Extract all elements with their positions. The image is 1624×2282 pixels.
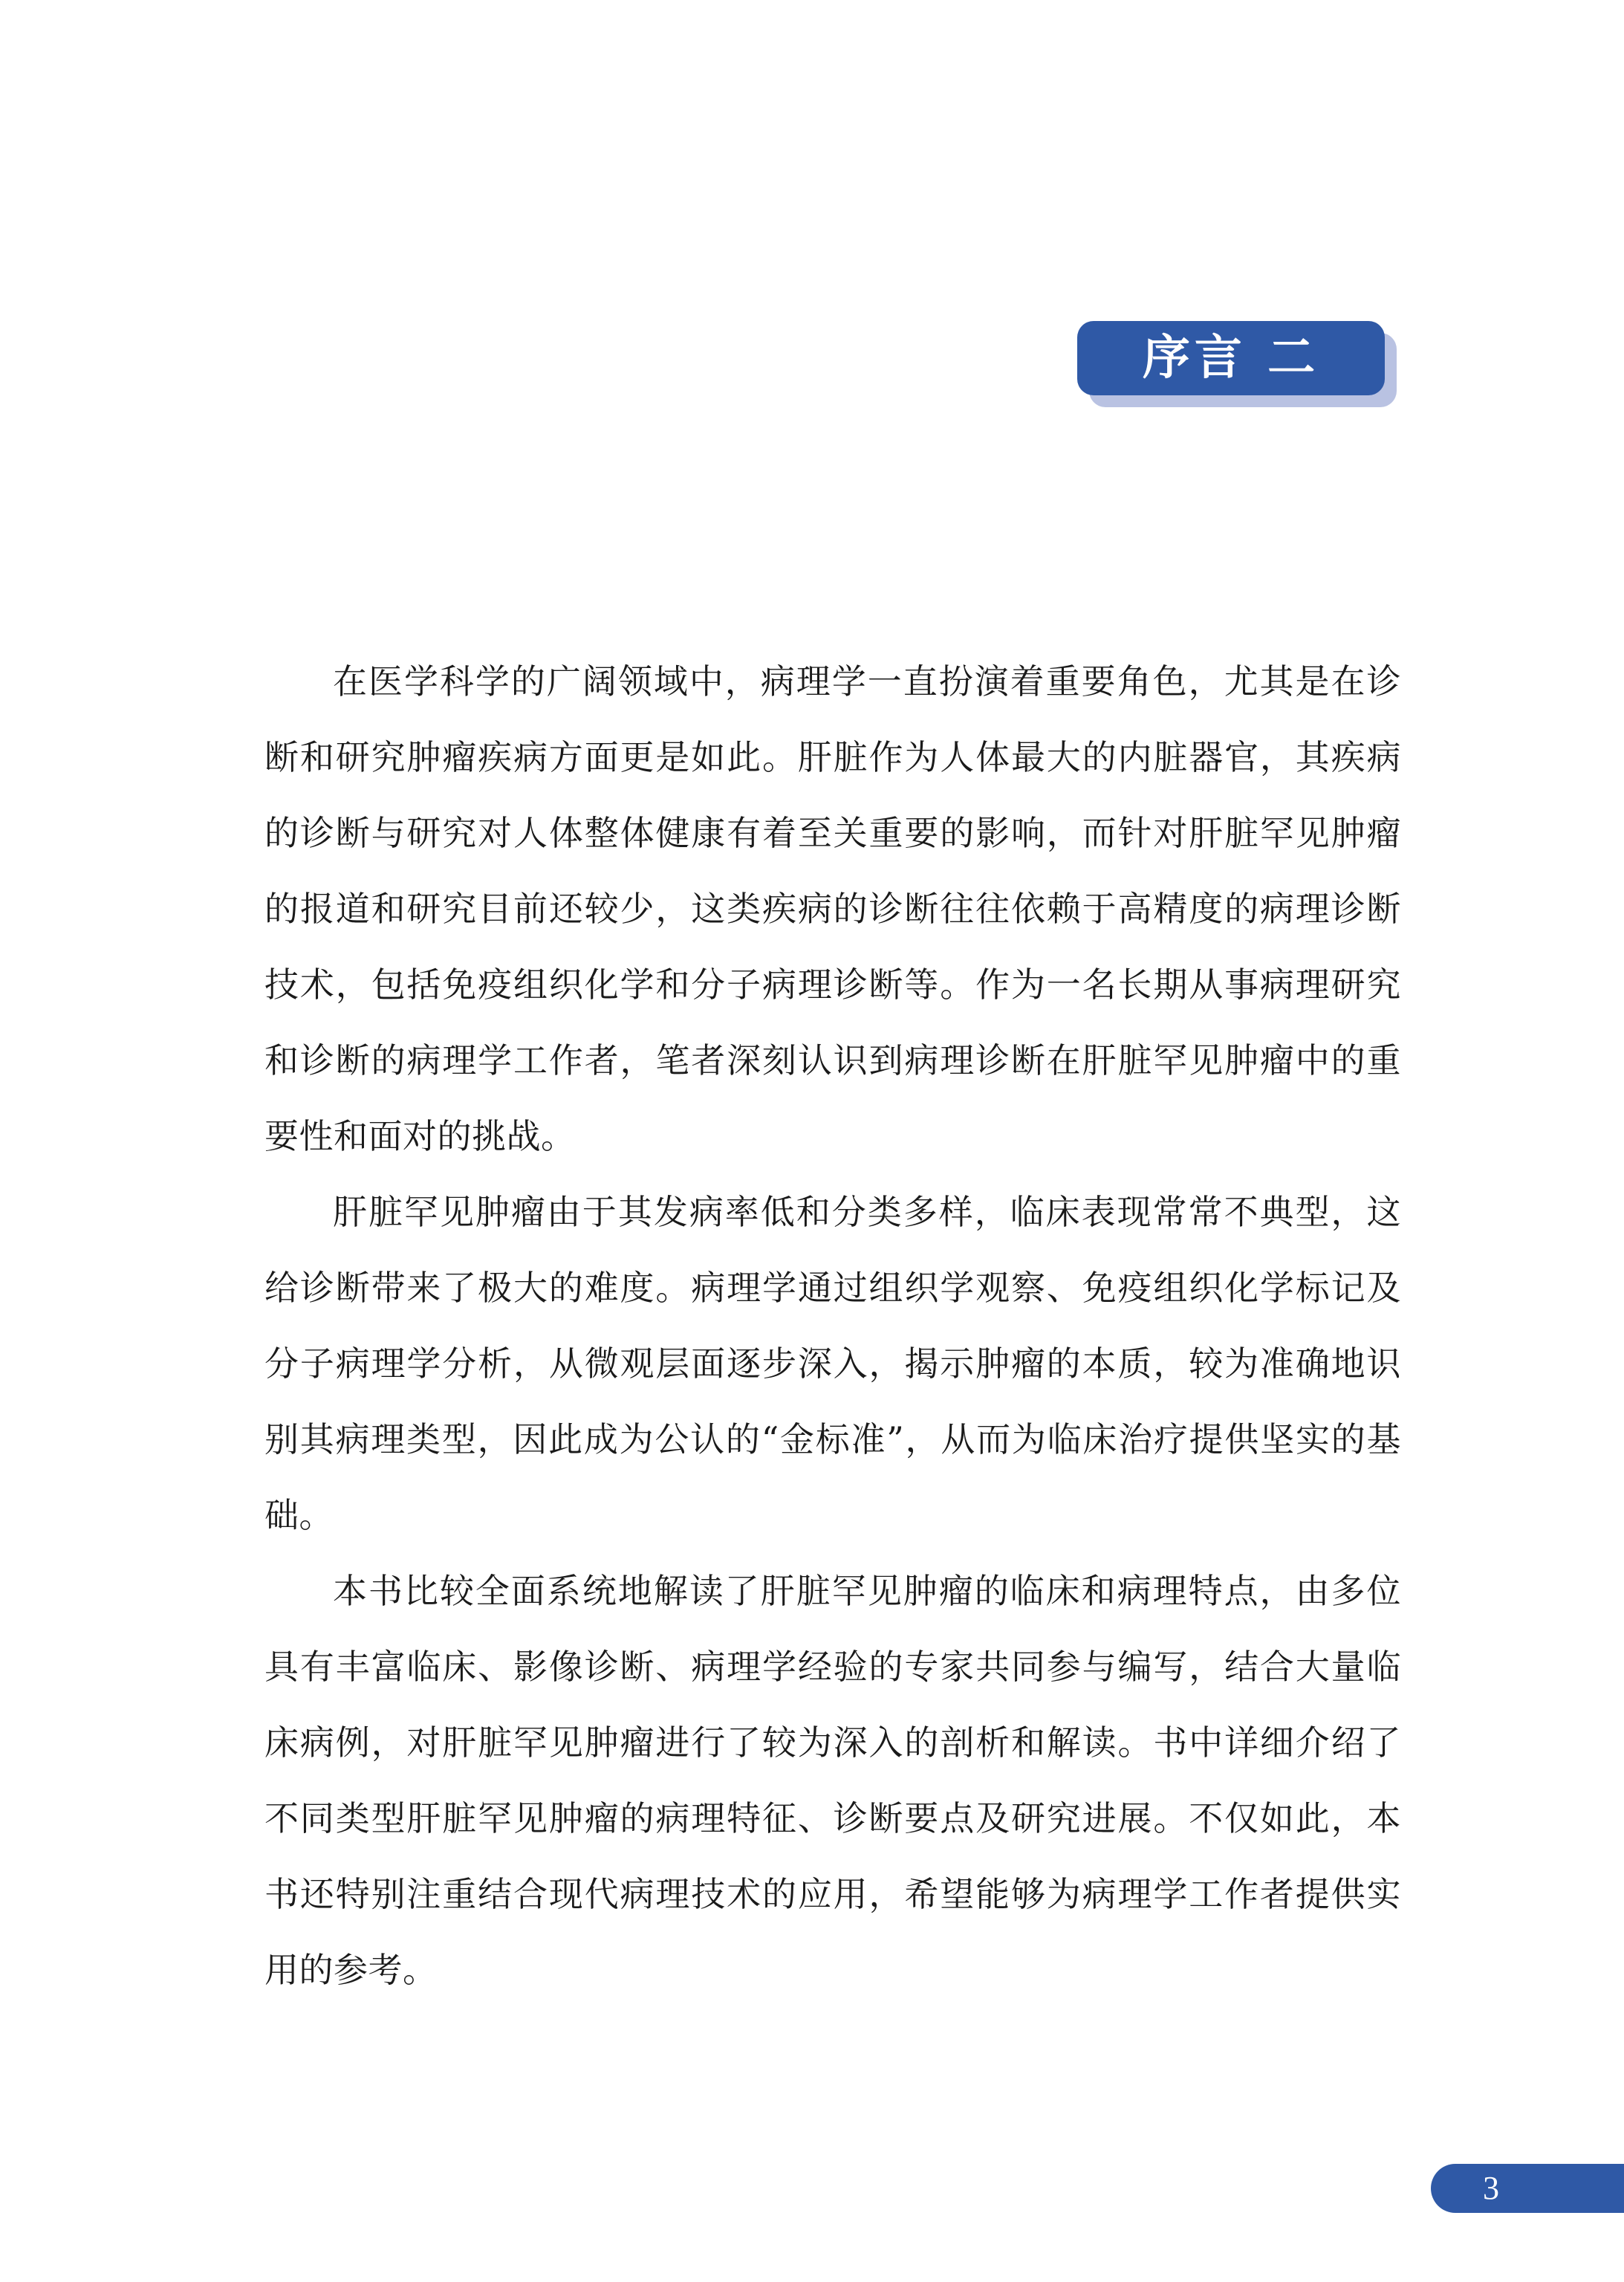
heading-box (1077, 321, 1385, 395)
body-text (264, 644, 1401, 2008)
paragraph-2: 肝脏罕见肿瘤由于其发病率低和分类多样，临床表现常常不典型，这给诊断带来了极大的难度。病理学通过组织学观察、免疫组织化学标记及分子病理学分析，从微观层面逐步深入，揭示肿瘤的本质，较为准确地识别其病理类型，因此成为公认的“金标准”，从而为临床治疗提供坚实的基础。 (264, 1192, 1401, 1535)
section-heading (1077, 321, 1397, 407)
page-number-tab (1431, 2164, 1624, 2213)
paragraph-3: 本书比较全面系统地解读了肝脏罕见肿瘤的临床和病理特点，由多位具有丰富临床、影像诊断、病理学经验的专家共同参与编写，结合大量临床病例，对肝脏罕见肿瘤进行了较为深入的剖析和解读。书中详细介绍了不同类型肝脏罕见肿瘤的病理特征、诊断要点及研究进展。不仅如此，本书还特别注重结合现代病理技术的应用，希望能够为病理学工作者提供实用的参考。 (264, 1571, 1401, 1990)
paragraph-1: 在医学科学的广阔领域中，病理学一直扮演着重要角色，尤其是在诊断和研究肿瘤疾病方面更是如此。肝脏作为人体最大的内脏器官，其疾病的诊断与研究对人体整体健康有着至关重要的影响，而针对肝脏罕见肿瘤的报道和研究目前还较少，这类疾病的诊断往往依赖于高精度的病理诊断技术，包括免疫组织化学和分子病理诊断等。作为一名长期从事病理研究和诊断的病理学工作者，笔者深刻认识到病理诊断在肝脏罕见肿瘤中的重要性和面对的挑战。 (264, 661, 1401, 1156)
heading-title: 序言 二 (1142, 331, 1320, 386)
page-number: 3 (1483, 2170, 1499, 2206)
